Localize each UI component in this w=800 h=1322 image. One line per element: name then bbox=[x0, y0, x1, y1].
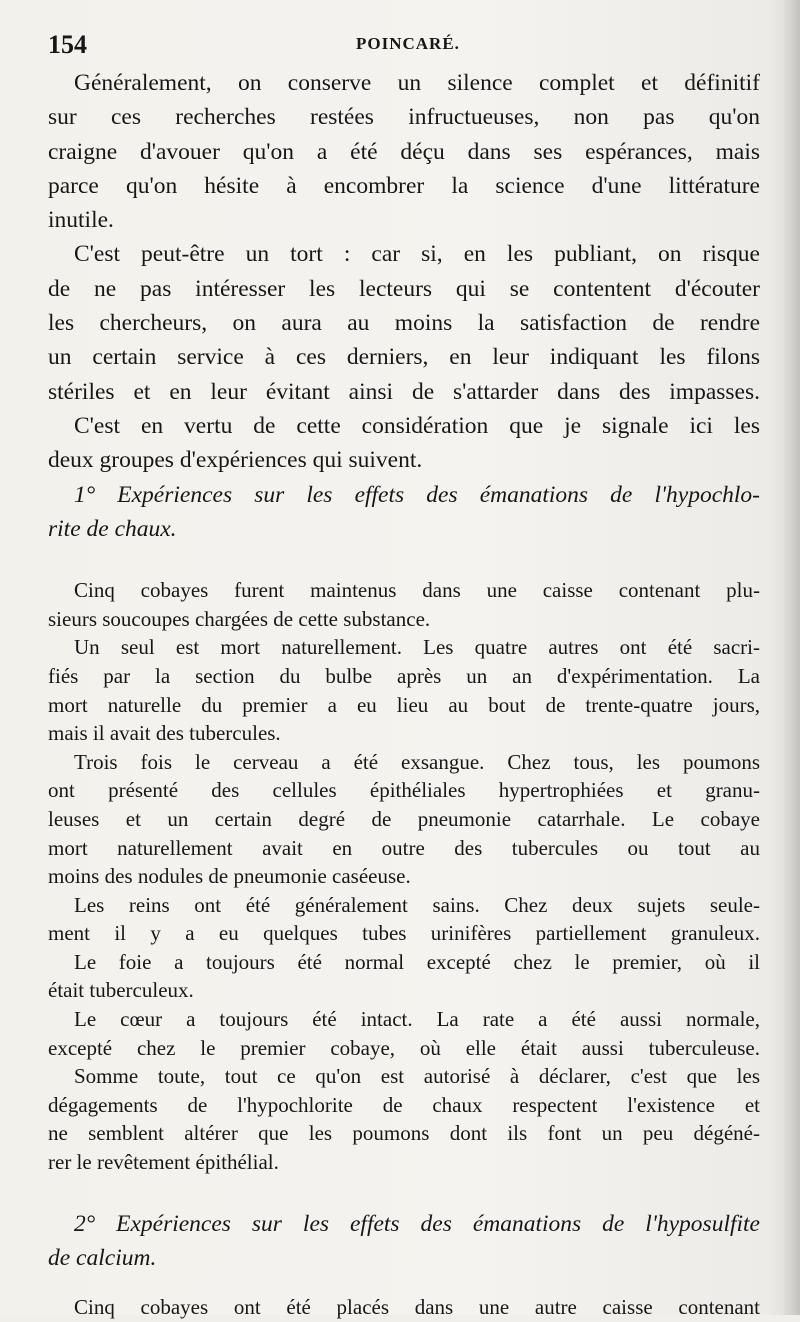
spacer bbox=[48, 546, 760, 576]
spacer bbox=[48, 1177, 760, 1207]
section-heading-1: 1° Expériences sur les effets des émanations de l'hypochlo- bbox=[74, 481, 760, 508]
text-line: sur ces recherches restées infructueuses, non pas qu'on bbox=[48, 104, 760, 131]
text-line: fiés par la section du bulbe après un an d'expérimentation. La bbox=[48, 663, 760, 688]
text-line: Cinq cobayes furent maintenus dans une caisse contenant plu- bbox=[74, 578, 760, 603]
section-1-body bbox=[48, 576, 760, 1176]
text-line: mais il avait des tubercules. bbox=[48, 721, 281, 746]
text-line: Les reins ont été généralement sains. Chez deux sujets seule- bbox=[74, 892, 760, 917]
page-header bbox=[48, 30, 768, 64]
text-line: rer le revêtement épithélial. bbox=[48, 1150, 279, 1175]
section-heading-1: rite de chaux. bbox=[48, 515, 177, 542]
section-heading-2-block bbox=[48, 1207, 760, 1276]
text-line: C'est peut-être un tort : car si, en les publiant, on risque bbox=[74, 241, 760, 268]
text-line: mort naturelle du premier a eu lieu au bout de trente-quatre jours, bbox=[48, 692, 760, 717]
text-line: Le foie a toujours été normal excepté chez le premier, où il bbox=[74, 949, 760, 974]
spacer bbox=[48, 1275, 760, 1293]
text-line: stériles et en leur évitant ainsi de s'attarder dans des impasses. bbox=[48, 378, 760, 405]
text-line: de ne pas intéresser les lecteurs qui se contentent d'écouter bbox=[48, 275, 760, 302]
section-heading-2: de calcium. bbox=[48, 1244, 157, 1271]
text-line: Somme toute, tout ce qu'on est autorisé à déclarer, c'est que les bbox=[74, 1064, 760, 1089]
intro-paragraphs bbox=[48, 66, 760, 546]
text-line: ment il y a eu quelques tubes urinifères partiellement granuleux. bbox=[48, 921, 760, 946]
text-line: Cinq cobayes ont été placés dans une autre caisse contenant bbox=[74, 1295, 760, 1320]
text-line: excepté chez le premier cobaye, où elle était aussi tuberculeuse. bbox=[48, 1035, 760, 1060]
text-line: dégagements de l'hypochlorite de chaux respectent l'existence et bbox=[48, 1092, 760, 1117]
page-edge-shadow bbox=[782, 0, 800, 1315]
text-line: les chercheurs, on aura au moins la satisfaction de rendre bbox=[48, 310, 760, 337]
section-2-body bbox=[48, 1293, 760, 1322]
text-line: mort naturellement avait en outre des tubercules ou tout au bbox=[48, 835, 760, 860]
text-line: ne semblent altérer que les poumons dont ils font un peu dégéné- bbox=[48, 1121, 760, 1146]
text-line: deux groupes d'expériences qui suivent. bbox=[48, 447, 423, 474]
text-line: Un seul est mort naturellement. Les quatre autres ont été sacri- bbox=[74, 635, 760, 660]
text-line: craigne d'avouer qu'on a été déçu dans ses espérances, mais bbox=[48, 138, 760, 165]
text-line: moins des nodules de pneumonie caséeuse. bbox=[48, 864, 411, 889]
text-line: sieurs soucoupes chargées de cette substance. bbox=[48, 606, 431, 631]
text-line: Trois fois le cerveau a été exsangue. Chez tous, les poumons bbox=[74, 749, 760, 774]
text-line: un certain service à ces derniers, en leur indiquant les filons bbox=[48, 344, 760, 371]
text-line: inutile. bbox=[48, 207, 114, 234]
text-line: leuses et un certain degré de pneumonie catarrhale. Le cobaye bbox=[48, 806, 760, 831]
text-line: Le cœur a toujours été intact. La rate a été aussi normale, bbox=[74, 1007, 760, 1032]
running-head: POINCARÉ. bbox=[356, 34, 460, 53]
text-line: Généralement, on conserve un silence complet et définitif bbox=[74, 70, 760, 96]
page-number: 154 bbox=[48, 30, 87, 59]
text-line: C'est en vertu de cette considération que je signale ici les bbox=[74, 412, 760, 439]
text-line: était tuberculeux. bbox=[48, 978, 194, 1003]
section-heading-2: 2° Expériences sur les effets des émanations de l'hyposulfite bbox=[74, 1210, 760, 1237]
page-text bbox=[48, 66, 760, 1322]
text-line: parce qu'on hésite à encombrer la science d'une littérature bbox=[48, 172, 760, 199]
text-line: ont présenté des cellules épithéliales hypertrophiées et granu- bbox=[48, 778, 760, 803]
